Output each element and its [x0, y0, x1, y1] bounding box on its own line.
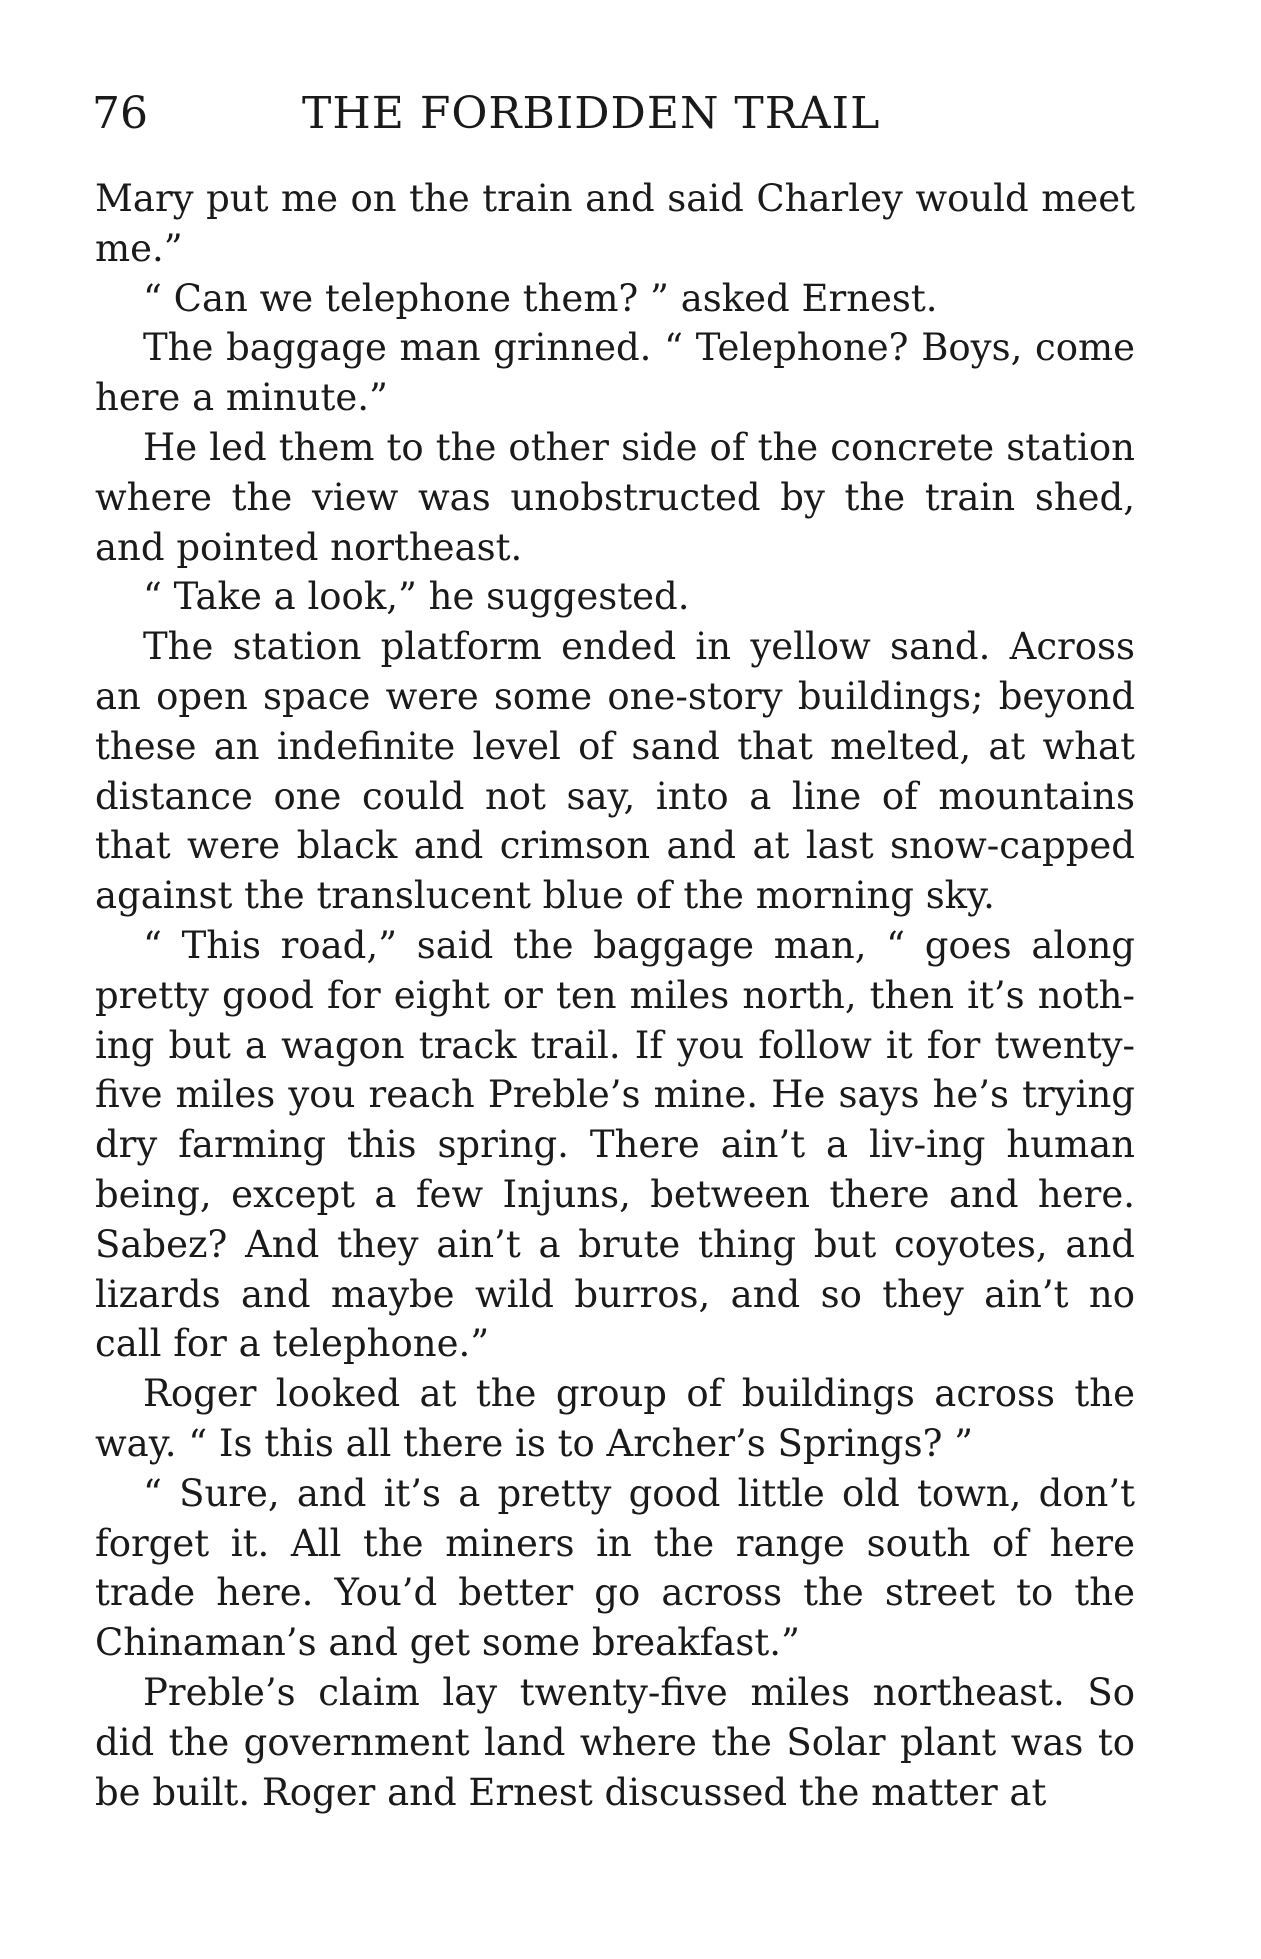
running-title: THE FORBIDDEN TRAIL	[302, 88, 881, 139]
body-text	[95, 174, 1135, 1817]
paragraph-telephone-question: “ Can we telephone them? ” asked Ernest.	[143, 276, 938, 320]
paragraph-this-road: “ This road,” said the baggage man, “ goes along pretty good for eight or ten miles north, then it’s noth-ing but a wagon track trail. If you follow it for twenty-five miles you reach Preble’s mine. He says he’s trying dry farming this spring. There ain’t a liv-ing human being, except a few Injuns, between there and here. Sabez? And they ain’t a brute thing but coyotes, and lizards and maybe wild burros, and so they ain’t no call for a telephone.”	[95, 923, 1135, 1366]
paragraph-sure: “ Sure, and it’s a pretty good little old town, don’t forget it. All the miners in the range south of here trade here. You’d better go across the street to the Chinaman’s and get some breakfast.”	[95, 1471, 1135, 1665]
page-number: 76	[92, 88, 148, 139]
paragraph-baggage-man-grinned: The baggage man grinned. “ Telephone? Boys, come here a minute.”	[95, 326, 1135, 420]
paragraph-station-platform: The station platform ended in yellow sand. Across an open space were some one-story buildings; beyond these an indefinite level of sand that melted, at what distance one could not say, into a line of mountains that were black and crimson and at last snow-capped against the translucent blue of the morning sky.	[95, 625, 1135, 918]
paragraph-led-them: He led them to the other side of the concrete station where the view was unobstructed by the train shed, and pointed northeast.	[95, 425, 1135, 569]
paragraph-roger-looked: Roger looked at the group of buildings across the way. “ Is this all there is to Archer’s Springs? ”	[95, 1372, 1135, 1465]
paragraph-continuation: Mary put me on the train and said Charley would meet me.”	[95, 177, 1135, 270]
running-head	[92, 84, 1132, 144]
paragraph-prebles-claim: Preble’s claim lay twenty-five miles northeast. So did the government land where the Solar plant was to be built. Roger and Ernest discussed the matter at	[95, 1670, 1135, 1814]
paragraph-take-a-look: “ Take a look,” he suggested.	[143, 575, 690, 619]
